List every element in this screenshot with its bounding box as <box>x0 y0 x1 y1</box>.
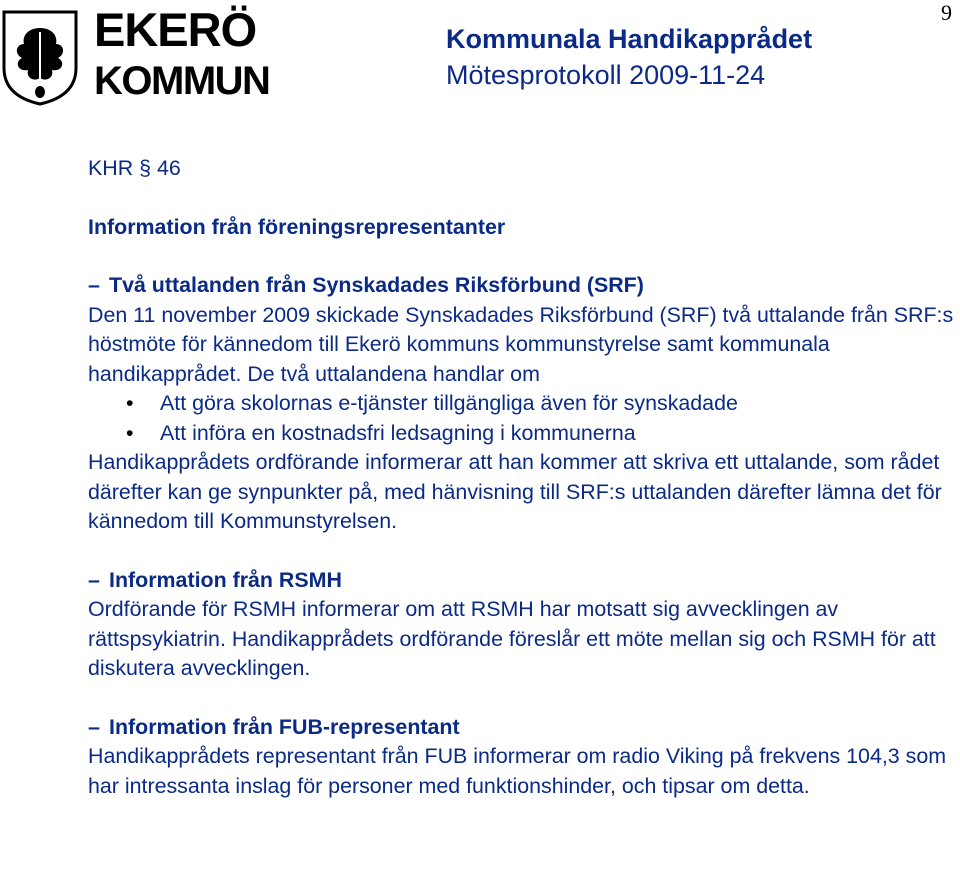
item-outro-srf: Handikapprådets ordförande informerar att han kommer att skriva ett uttalande, som rådet därefter kan ge synpunkter på, med hänvisning till SRF:s uttalanden därefter lämna det för kännedom till Kommunstyrelsen. <box>88 450 942 533</box>
oak-leaf-shield-icon <box>0 6 80 106</box>
item-text-fub: Handikapprådets representant från FUB informerar om radio Viking på frekvens 104,3 som har intressanta inslag för personer med funktionshinder, och tipsar om detta. <box>88 744 947 798</box>
minutes-body <box>88 154 954 801</box>
dash-marker: – <box>88 273 100 297</box>
item-heading-text: Information från RSMH <box>109 567 342 592</box>
dash-marker: – <box>88 567 100 592</box>
item-heading-fub <box>88 713 954 743</box>
paragraph-id: KHR § 46 <box>88 156 181 180</box>
page-number: 9 <box>941 0 952 25</box>
logo-text-ekero: EKERÖ <box>94 3 257 56</box>
municipality-logo <box>0 3 280 106</box>
item-heading-text: Två uttalanden från Synskadades Riksförbund (SRF) <box>109 273 644 297</box>
item-text-rsmh: Ordförande för RSMH informerar om att RSMH har motsatt sig avvecklingen av rättspsykiatrin. Handikapprådets ordförande föreslår ett möte mellan sig och RSMH för att diskutera avvecklingen. <box>88 597 936 680</box>
bullet-item: • Att göra skolornas e-tjänster tillgängliga även för synskadade <box>88 389 954 419</box>
header-title: Kommunala Handikapprådet <box>446 24 813 54</box>
logo-text-kommun: KOMMUN <box>94 59 270 103</box>
bullet-item: • Att införa en kostnadsfri ledsagning i kommunerna <box>88 419 954 449</box>
header-subtitle: Mötesprotokoll 2009-11-24 <box>446 60 766 90</box>
item-heading-srf <box>88 271 954 301</box>
item-heading-rsmh <box>88 566 954 596</box>
item-intro-srf: Den 11 november 2009 skickade Synskadades Riksförbund (SRF) två uttalande från SRF:s höstmöte för kännedom till Ekerö kommuns kommunstyrelse samt kommunala handikapprådet. De två uttalandena handlar om <box>88 302 954 386</box>
dash-marker: – <box>88 714 100 739</box>
item-heading-text: Information från FUB-representant <box>109 714 460 739</box>
section-title: Information från föreningsrepresentanter <box>88 214 506 239</box>
bullet-list <box>88 389 954 448</box>
